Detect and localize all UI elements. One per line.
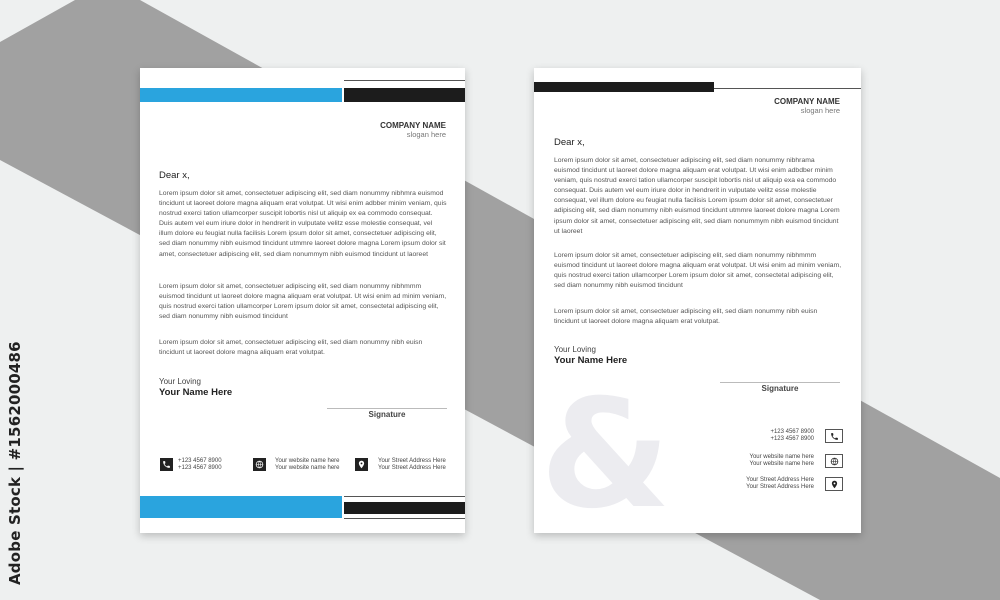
footer-black-bar: [344, 502, 465, 514]
company-slogan: slogan here: [406, 130, 446, 139]
phone-icon: [825, 429, 843, 443]
closing-text: Your Loving: [554, 345, 596, 354]
signature-label: Signature: [368, 410, 406, 419]
location-pin-icon: [825, 477, 843, 491]
website-line-1: Your website name here: [275, 458, 340, 464]
stock-id-label: Adobe Stock | #1562000486: [6, 341, 24, 585]
company-slogan: slogan here: [800, 106, 840, 115]
footer-blue-bar: [140, 496, 342, 518]
greeting: Dear x,: [554, 137, 585, 148]
phone-line-2: +123 4567 8900: [178, 465, 222, 471]
phone-line-1: +123 4567 8900: [178, 458, 222, 464]
signature-line: [720, 382, 840, 383]
company-name: COMPANY NAME: [774, 97, 840, 106]
phone-icon: [160, 458, 173, 471]
body-paragraph-3: Lorem ipsum dolor sit amet, consectetuer adipiscing elit, sed diam nonummy nibh euisn tincidunt ut laoreet dolore magna aliquam erat volutpat.: [159, 339, 423, 357]
sender-name: Your Name Here: [159, 387, 233, 398]
ampersand-watermark: &: [540, 368, 671, 533]
header-blue-bar: [140, 88, 342, 102]
closing-text: Your Loving: [159, 377, 201, 386]
website-line-1: Your website name here: [749, 454, 814, 460]
body-paragraph-1: Lorem ipsum dolor sit amet, consectetuer adipiscing elit, sed diam nonummy nibhmra euismod tincidunt ut laoreet dolore magna aliquam erat volutpat. Ut wisi enim adbber minim veniam, quis nostrud exerci tation ullamcorper suscipit lobortis nisl ut aliquip ex ea commodo consequat. Duis autem vel eum iriure dolor in hendrerit in vulputate velitz esse molestie consequat, vel illum dolore eu feugiat nulla facilisis Lorem ipsum dolor sit amet, consectetuer adipiscing elit, sed diam nonummy nibh euismod tincidunt utmmre laoreet dolore magna Lorem ipsum dolor sit amet, consectetuer adipiscing elit, sed diam nonummym nibh euismod tincidunt ut laoreet: [159, 190, 447, 258]
address-line-1: Your Street Address Here: [746, 477, 814, 483]
header-thin-line: [344, 80, 465, 81]
letterhead-page-right: [534, 68, 861, 533]
address-line-2: Your Street Address Here: [378, 465, 446, 471]
header-thin-line: [714, 88, 861, 89]
phone-line-2: +123 4567 8900: [770, 436, 814, 442]
address-line-1: Your Street Address Here: [378, 458, 446, 464]
website-line-2: Your website name here: [749, 461, 814, 467]
globe-icon: [825, 454, 843, 468]
signature-label: Signature: [761, 384, 799, 393]
location-pin-icon: [355, 458, 368, 471]
header-black-bar: [534, 82, 714, 92]
website-line-2: Your website name here: [275, 465, 340, 471]
globe-icon: [253, 458, 266, 471]
greeting: Dear x,: [159, 170, 190, 181]
letterhead-page-left: [140, 68, 465, 533]
body-paragraph-2: Lorem ipsum dolor sit amet, consectetuer adipiscing elit, sed diam nonummy nibhmmm euismod tincidunt ut laoreet dolore magna aliquam erat volutpat. Ut wisi enim ad minim veniam, quis nostrud exerci tation ullamcorper Lorem ipsum dolor sit amet, consectetal adipiscing elit, sed diam nonummy nibh euismod tincidunt: [159, 283, 447, 321]
company-name: COMPANY NAME: [380, 121, 446, 130]
header-black-bar: [344, 88, 465, 102]
address-line-2: Your Street Address Here: [746, 484, 814, 490]
signature-line: [327, 408, 447, 409]
footer-thin-line-2: [344, 518, 465, 519]
body-paragraph-2: Lorem ipsum dolor sit amet, consectetuer adipiscing elit, sed diam nonummy nibhmmm euismod tincidunt ut laoreet dolore magna aliquam erat volutpat. Ut wisi enim ad minim veniam, quis nostrud exerci tation ullamcorper Lorem ipsum dolor sit amet, consectetal adipiscing elit, sed diam nonummy nibh euismod tincidunt: [554, 252, 842, 290]
phone-line-1: +123 4567 8900: [770, 429, 814, 435]
body-paragraph-1: Lorem ipsum dolor sit amet, consectetuer adipiscing elit, sed diam nonummy nibhrama euismod tincidunt ut laoreet dolore magna aliquam erat volutpat. Ut wisi enim adbdber minim veniam, quis nostrud exerci tation ullamcorper suscipit lobortis nisl ut aliquip exa ea commodo consequat. Duis autem vel eum iriure dolor in hendrerit in vulputate velitz esse molestie consequat, vel illum dolore eu feugiat nulla facilisis Lorem ipsum dolor sit amet, consectetuer adipiscing elit, sed diam nonummy nibh euismod tincidunt utmmre laoreet dolore magna Lorem ipsum dolor sit amet, consectetuer adipiscing elit, sed diam nonummym nibh euismod tincidunt ut laoreet: [554, 157, 840, 235]
body-paragraph-3: Lorem ipsum dolor sit amet, consectetuer adipiscing elit, sed diam nonummy nibh euisn tincidunt ut laoreet dolore magna aliquam erat volutpat.: [554, 308, 818, 326]
footer-thin-line: [344, 496, 465, 497]
sender-name: Your Name Here: [554, 355, 628, 366]
